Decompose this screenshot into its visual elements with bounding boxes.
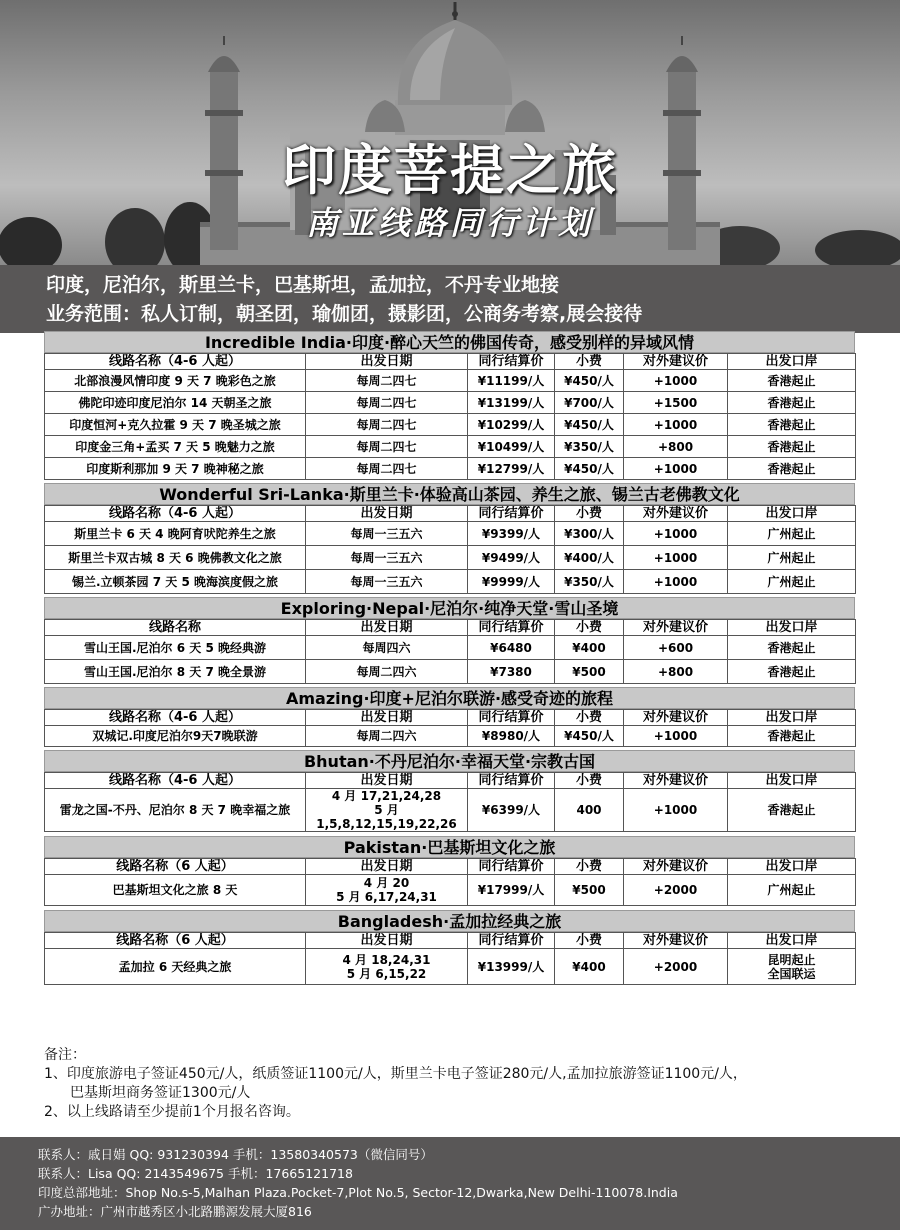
cell-peer-price: ¥11199/人 xyxy=(468,370,555,392)
header-departure-date: 出发日期 xyxy=(306,933,468,949)
cell-line: 4 月 17,21,24,28 xyxy=(331,789,442,803)
cell-route-name: 印度金三角+孟买 7 天 5 晚魅力之旅 xyxy=(45,436,306,458)
table-row xyxy=(45,414,856,436)
header-suggested-price: 对外建议价 xyxy=(624,773,728,789)
hero-subtitle: 南亚线路同行计划 xyxy=(305,204,594,242)
cell-departure-port: 香港起止 xyxy=(728,726,856,747)
cell-departure-date: 每周二四七 xyxy=(306,414,468,436)
cell-suggested-price: +1000 xyxy=(624,522,728,546)
header-departure-port: 出发口岸 xyxy=(728,506,856,522)
table-header-row xyxy=(45,710,856,726)
hero-title: 印度菩提之旅 xyxy=(282,139,618,202)
table-row xyxy=(45,570,856,594)
cell-peer-price: ¥13199/人 xyxy=(468,392,555,414)
cell-peer-price: ¥10299/人 xyxy=(468,414,555,436)
header-peer-price: 同行结算价 xyxy=(468,710,555,726)
hero-banner xyxy=(0,0,900,265)
header-suggested-price: 对外建议价 xyxy=(624,710,728,726)
cell-suggested-price: +1000 xyxy=(624,414,728,436)
cell-departure-port: 广州起止 xyxy=(728,546,856,570)
cell-line: 4 月 20 xyxy=(363,876,410,890)
cell-suggested-price: +1000 xyxy=(624,726,728,747)
table-row xyxy=(45,392,856,414)
section-title: Incredible India·印度·醉心天竺的佛国传奇，感受别样的异域风情 xyxy=(44,331,855,353)
header-tip: 小费 xyxy=(555,354,624,370)
route-table xyxy=(44,932,856,985)
cell-departure-date: 每周二四七 xyxy=(306,458,468,480)
header-peer-price: 同行结算价 xyxy=(468,859,555,875)
cell-route-name: 巴基斯坦文化之旅 8 天 xyxy=(45,875,306,906)
route-table xyxy=(44,858,856,906)
cell-suggested-price: +600 xyxy=(624,636,728,660)
cell-departure-date: 每周二四七 xyxy=(306,436,468,458)
header-peer-price: 同行结算价 xyxy=(468,620,555,636)
cell-departure-date: 每周二四七 xyxy=(306,392,468,414)
table-row xyxy=(45,726,856,747)
table-row xyxy=(45,789,856,832)
header-suggested-price: 对外建议价 xyxy=(624,506,728,522)
cell-route-name: 雷龙之国-不丹、尼泊尔 8 天 7 晚幸福之旅 xyxy=(45,789,306,832)
cell-tip: ¥350/人 xyxy=(555,436,624,458)
cell-peer-price: ¥12799/人 xyxy=(468,458,555,480)
cell-departure-port xyxy=(728,949,856,985)
cell-peer-price: ¥6399/人 xyxy=(468,789,555,832)
cell-departure-port: 广州起止 xyxy=(728,875,856,906)
header-departure-port: 出发口岸 xyxy=(728,620,856,636)
cell-tip: ¥350/人 xyxy=(555,570,624,594)
header-tip: 小费 xyxy=(555,773,624,789)
cell-departure-port: 香港起止 xyxy=(728,636,856,660)
route-tables xyxy=(44,331,855,985)
header-departure-port: 出发口岸 xyxy=(728,859,856,875)
table-row xyxy=(45,949,856,985)
section-title: Bangladesh·孟加拉经典之旅 xyxy=(44,910,855,932)
header-tip: 小费 xyxy=(555,710,624,726)
intro-line-2: 业务范围：私人订制，朝圣团，瑜伽团，摄影团，公商务考察,展会接待 xyxy=(46,303,643,325)
cell-tip: ¥500 xyxy=(555,875,624,906)
cell-departure-date xyxy=(306,949,468,985)
cell-departure-date: 每周四六 xyxy=(306,636,468,660)
hq-address: 印度总部地址：Shop No.s-5,Malhan Plaza.Pocket-7,Plot No.5, Sector-12,Dwarka,New Delhi-110078.India xyxy=(38,1185,678,1200)
cell-route-name: 孟加拉 6 天经典之旅 xyxy=(45,949,306,985)
cell-route-name: 斯里兰卡双古城 8 天 6 晚佛教文化之旅 xyxy=(45,546,306,570)
cell-peer-price: ¥13999/人 xyxy=(468,949,555,985)
cell-line: 4 月 18,24,31 xyxy=(342,952,431,967)
cell-peer-price: ¥9399/人 xyxy=(468,522,555,546)
cell-route-name: 北部浪漫风情印度 9 天 7 晚彩色之旅 xyxy=(45,370,306,392)
route-table xyxy=(44,772,856,832)
header-peer-price: 同行结算价 xyxy=(468,773,555,789)
cell-peer-price: ¥9999/人 xyxy=(468,570,555,594)
cell-departure-port: 香港起止 xyxy=(728,414,856,436)
cell-departure-port: 香港起止 xyxy=(728,392,856,414)
cell-peer-price: ¥10499/人 xyxy=(468,436,555,458)
cell-departure-date: 每周二四六 xyxy=(306,660,468,684)
cell-departure-port: 香港起止 xyxy=(728,789,856,832)
header-route-name: 线路名称（4-6 人起） xyxy=(45,354,306,370)
cell-tip: ¥450/人 xyxy=(555,726,624,747)
intro-band xyxy=(0,265,900,333)
cell-route-name: 雪山王国.尼泊尔 6 天 5 晚经典游 xyxy=(45,636,306,660)
section-title: Pakistan·巴基斯坦文化之旅 xyxy=(44,836,855,858)
section-title: Bhutan·不丹尼泊尔·幸福天堂·宗教古国 xyxy=(44,750,855,772)
cell-line: 昆明起止 xyxy=(767,952,816,967)
header-tip: 小费 xyxy=(555,859,624,875)
header-route-name: 线路名称（6 人起） xyxy=(45,859,306,875)
table-row xyxy=(45,660,856,684)
intro-line-1: 印度，尼泊尔，斯里兰卡，巴基斯坦，孟加拉，不丹专业地接 xyxy=(46,274,560,296)
header-departure-date: 出发日期 xyxy=(306,710,468,726)
table-header-row xyxy=(45,859,856,875)
cell-route-name: 印度恒河+克久拉霍 9 天 7 晚圣城之旅 xyxy=(45,414,306,436)
contact-line-1: 联系人：戚日娟 QQ: 931230394 手机：13580340573（微信同号） xyxy=(38,1147,433,1162)
cell-departure-port: 香港起止 xyxy=(728,436,856,458)
table-row xyxy=(45,458,856,480)
cell-line: 5 月 6,15,22 xyxy=(346,966,427,981)
cell-departure-date: 每周二四六 xyxy=(306,726,468,747)
notes-section xyxy=(44,1046,874,1122)
cell-departure-port: 广州起止 xyxy=(728,522,856,546)
table-header-row xyxy=(45,506,856,522)
cell-suggested-price: +1500 xyxy=(624,392,728,414)
table-header-row xyxy=(45,620,856,636)
cell-peer-price: ¥7380 xyxy=(468,660,555,684)
route-table xyxy=(44,619,856,684)
header-tip: 小费 xyxy=(555,933,624,949)
cell-suggested-price: +1000 xyxy=(624,458,728,480)
header-departure-port: 出发口岸 xyxy=(728,773,856,789)
header-peer-price: 同行结算价 xyxy=(468,506,555,522)
header-peer-price: 同行结算价 xyxy=(468,933,555,949)
header-tip: 小费 xyxy=(555,620,624,636)
cell-suggested-price: +1000 xyxy=(624,789,728,832)
header-departure-date: 出发日期 xyxy=(306,859,468,875)
note-item-1-cont: 巴基斯坦商务签证1300元/人 xyxy=(70,1085,251,1101)
cell-tip: ¥400 xyxy=(555,636,624,660)
section-title: Amazing·印度+尼泊尔联游·感受奇迹的旅程 xyxy=(44,687,855,709)
cell-line: 全国联运 xyxy=(767,966,816,981)
cell-departure-date: 每周一三五六 xyxy=(306,546,468,570)
cell-tip: ¥400 xyxy=(555,949,624,985)
cell-suggested-price: +2000 xyxy=(624,875,728,906)
table-row xyxy=(45,875,856,906)
header-departure-port: 出发口岸 xyxy=(728,933,856,949)
cell-departure-port: 香港起止 xyxy=(728,370,856,392)
cell-tip: ¥450/人 xyxy=(555,414,624,436)
cell-suggested-price: +800 xyxy=(624,436,728,458)
header-suggested-price: 对外建议价 xyxy=(624,933,728,949)
table-header-row xyxy=(45,933,856,949)
table-row xyxy=(45,636,856,660)
notes-heading: 备注： xyxy=(44,1047,86,1063)
cell-departure-date: 每周一三五六 xyxy=(306,522,468,546)
header-departure-port: 出发口岸 xyxy=(728,354,856,370)
cell-departure-date xyxy=(306,875,468,906)
cell-departure-port: 香港起止 xyxy=(728,458,856,480)
cell-departure-port: 广州起止 xyxy=(728,570,856,594)
contact-line-2: 联系人：Lisa QQ: 2143549675 手机：17665121718 xyxy=(38,1166,353,1181)
header-route-name: 线路名称 xyxy=(45,620,306,636)
table-row xyxy=(45,436,856,458)
cell-tip: ¥400/人 xyxy=(555,546,624,570)
cell-tip: ¥450/人 xyxy=(555,370,624,392)
cell-peer-price: ¥17999/人 xyxy=(468,875,555,906)
route-table xyxy=(44,505,856,594)
cell-peer-price: ¥6480 xyxy=(468,636,555,660)
header-departure-date: 出发日期 xyxy=(306,354,468,370)
header-departure-date: 出发日期 xyxy=(306,620,468,636)
header-departure-date: 出发日期 xyxy=(306,506,468,522)
header-route-name: 线路名称（4-6 人起） xyxy=(45,506,306,522)
cell-route-name: 锡兰.立顿茶园 7 天 5 晚海滨度假之旅 xyxy=(45,570,306,594)
table-header-row xyxy=(45,773,856,789)
cell-suggested-price: +2000 xyxy=(624,949,728,985)
cell-departure-date xyxy=(306,789,468,832)
cell-route-name: 双城记.印度尼泊尔9天7晚联游 xyxy=(45,726,306,747)
cell-departure-port: 香港起止 xyxy=(728,660,856,684)
section-title: Exploring·Nepal·尼泊尔·纯净天堂·雪山圣境 xyxy=(44,597,855,619)
header-departure-date: 出发日期 xyxy=(306,773,468,789)
cell-line: 5 月 6,17,24,31 xyxy=(336,890,437,904)
cell-tip: ¥450/人 xyxy=(555,458,624,480)
cell-tip: 400 xyxy=(555,789,624,832)
cell-route-name: 佛陀印迹印度尼泊尔 14 天朝圣之旅 xyxy=(45,392,306,414)
cell-tip: ¥500 xyxy=(555,660,624,684)
header-departure-port: 出发口岸 xyxy=(728,710,856,726)
header-suggested-price: 对外建议价 xyxy=(624,859,728,875)
route-table xyxy=(44,353,856,480)
cell-tip: ¥300/人 xyxy=(555,522,624,546)
cell-suggested-price: +1000 xyxy=(624,370,728,392)
header-route-name: 线路名称（4-6 人起） xyxy=(45,710,306,726)
cell-suggested-price: +1000 xyxy=(624,570,728,594)
cell-peer-price: ¥9499/人 xyxy=(468,546,555,570)
cell-route-name: 斯里兰卡 6 天 4 晚阿育吠陀养生之旅 xyxy=(45,522,306,546)
note-item-2: 2、以上线路请至少提前1个月报名咨询。 xyxy=(44,1104,300,1120)
header-route-name: 线路名称（6 人起） xyxy=(45,933,306,949)
note-item-1: 1、印度旅游电子签证450元/人，纸质签证1100元/人，斯里兰卡电子签证280元/人,孟加拉旅游签证1100元/人， xyxy=(44,1066,747,1082)
header-suggested-price: 对外建议价 xyxy=(624,620,728,636)
cell-line: 5 月 1,5,8,12,15,19,22,26 xyxy=(316,803,457,831)
section-title: Wonderful Sri-Lanka·斯里兰卡·体验高山茶园、养生之旅、锡兰古老佛教文化 xyxy=(44,483,855,505)
header-peer-price: 同行结算价 xyxy=(468,354,555,370)
header-route-name: 线路名称（4-6 人起） xyxy=(45,773,306,789)
table-header-row xyxy=(45,354,856,370)
table-row xyxy=(45,546,856,570)
guangzhou-address: 广办地址：广州市越秀区小北路鹏源发展大厦816 xyxy=(38,1204,312,1219)
header-tip: 小费 xyxy=(555,506,624,522)
cell-peer-price: ¥8980/人 xyxy=(468,726,555,747)
route-table xyxy=(44,709,856,747)
cell-departure-date: 每周一三五六 xyxy=(306,570,468,594)
cell-tip: ¥700/人 xyxy=(555,392,624,414)
table-row xyxy=(45,370,856,392)
cell-route-name: 印度斯利那加 9 天 7 晚神秘之旅 xyxy=(45,458,306,480)
cell-departure-date: 每周二四七 xyxy=(306,370,468,392)
cell-suggested-price: +800 xyxy=(624,660,728,684)
cell-suggested-price: +1000 xyxy=(624,546,728,570)
header-suggested-price: 对外建议价 xyxy=(624,354,728,370)
contact-footer xyxy=(0,1137,900,1230)
table-row xyxy=(45,522,856,546)
cell-route-name: 雪山王国.尼泊尔 8 天 7 晚全景游 xyxy=(45,660,306,684)
